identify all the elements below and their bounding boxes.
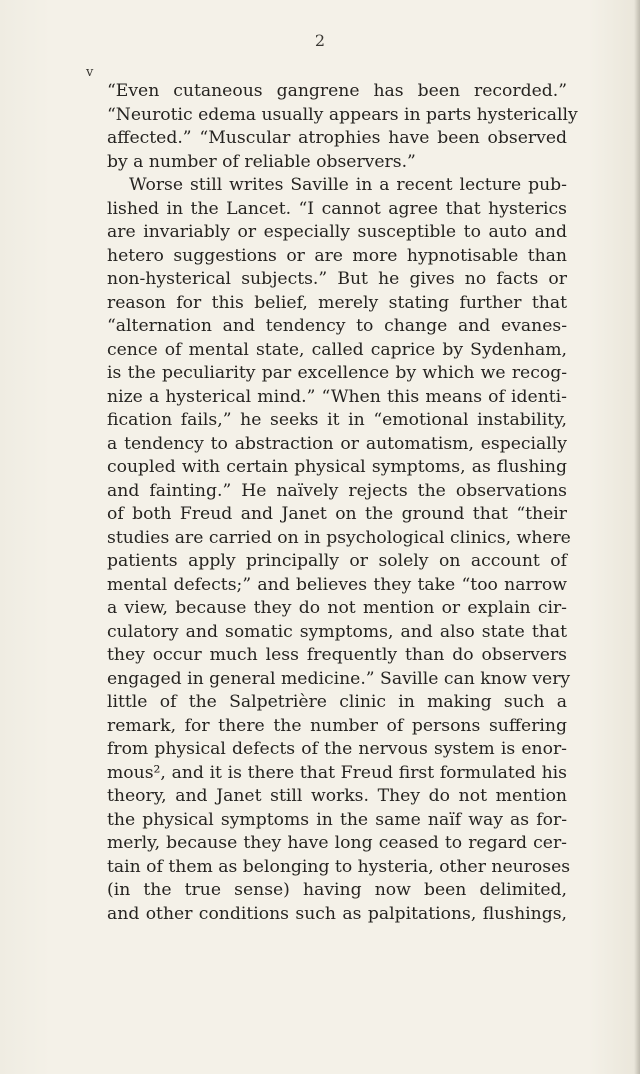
text-line: they occur much less frequently than do observers <box>107 645 567 665</box>
text-line: culatory and somatic symptoms, and also state that <box>107 621 567 642</box>
text-line: nize a hysterical mind.” “When this means of identi- <box>107 386 567 407</box>
text-line: is the peculiarity par excellence by which we recog- <box>107 363 567 383</box>
text-line: are invariably or especially susceptible to auto and <box>107 222 567 242</box>
text-line: merly, because they have long ceased to regard cer- <box>107 833 567 853</box>
text-line: mental defects;” and believes they take “too narrow <box>107 574 567 595</box>
text-line: from physical defects of the nervous system is enor- <box>107 739 567 759</box>
text-line: lished in the Lancet. “I cannot agree that hysterics <box>107 198 567 219</box>
text-line: mous², and it is there that Freud first formulated his <box>107 762 567 783</box>
text-line: fication fails,” he seeks it in “emotional instability, <box>107 410 567 430</box>
text-line: tain of them as belonging to hysteria, other neuroses <box>107 856 571 877</box>
text-line: (in the true sense) having now been delimited, <box>107 880 567 900</box>
text-line: affected.” “Muscular atrophies have been observed <box>107 128 567 148</box>
margin-mark: v <box>86 65 94 80</box>
text-line: patients apply principally or solely on account of <box>107 551 567 571</box>
text-line: and fainting.” He naïvely rejects the observations <box>107 480 567 501</box>
text-line: the physical symptoms in the same naïf way as for- <box>107 809 567 830</box>
text-line: reason for this belief, merely stating further that <box>107 292 567 313</box>
page-number: 2 <box>314 31 326 50</box>
text-line: hetero suggestions or are more hypnotisable than <box>107 245 567 266</box>
body-text <box>107 80 578 926</box>
text-line: remark, for there the number of persons suffering <box>107 715 567 736</box>
text-line: Worse still writes Saville in a recent lecture pub- <box>129 175 567 195</box>
text-line: theory, and Janet still works. They do not mention <box>107 786 567 806</box>
text-line: by a number of reliable observers.” <box>107 151 416 172</box>
text-line: a tendency to abstraction or automatism, especially <box>107 433 567 454</box>
text-line: of both Freud and Janet on the ground that “their <box>107 504 567 524</box>
text-line: cence of mental state, called caprice by Sydenham, <box>107 339 567 360</box>
text-line: engaged in general medicine.” Saville can know very <box>107 668 571 689</box>
text-line: little of the Salpetrière clinic in making such a <box>107 692 567 712</box>
page-edge-shadow <box>634 0 640 1074</box>
text-line: and other conditions such as palpitations, flushings, <box>107 903 567 924</box>
text-line: non-hysterical subjects.” But he gives no facts or <box>107 269 567 289</box>
text-line: a view, because they do not mention or explain cir- <box>107 598 567 618</box>
text-line: “Neurotic edema usually appears in parts hysterically <box>107 104 578 125</box>
text-line: coupled with certain physical symptoms, as flushing <box>107 457 567 477</box>
text-line: studies are carried on in psychological clinics, where <box>107 527 571 548</box>
text-line: “alternation and tendency to change and evanes- <box>107 316 567 336</box>
text-line: “Even cutaneous gangrene has been recorded.” <box>107 81 567 101</box>
